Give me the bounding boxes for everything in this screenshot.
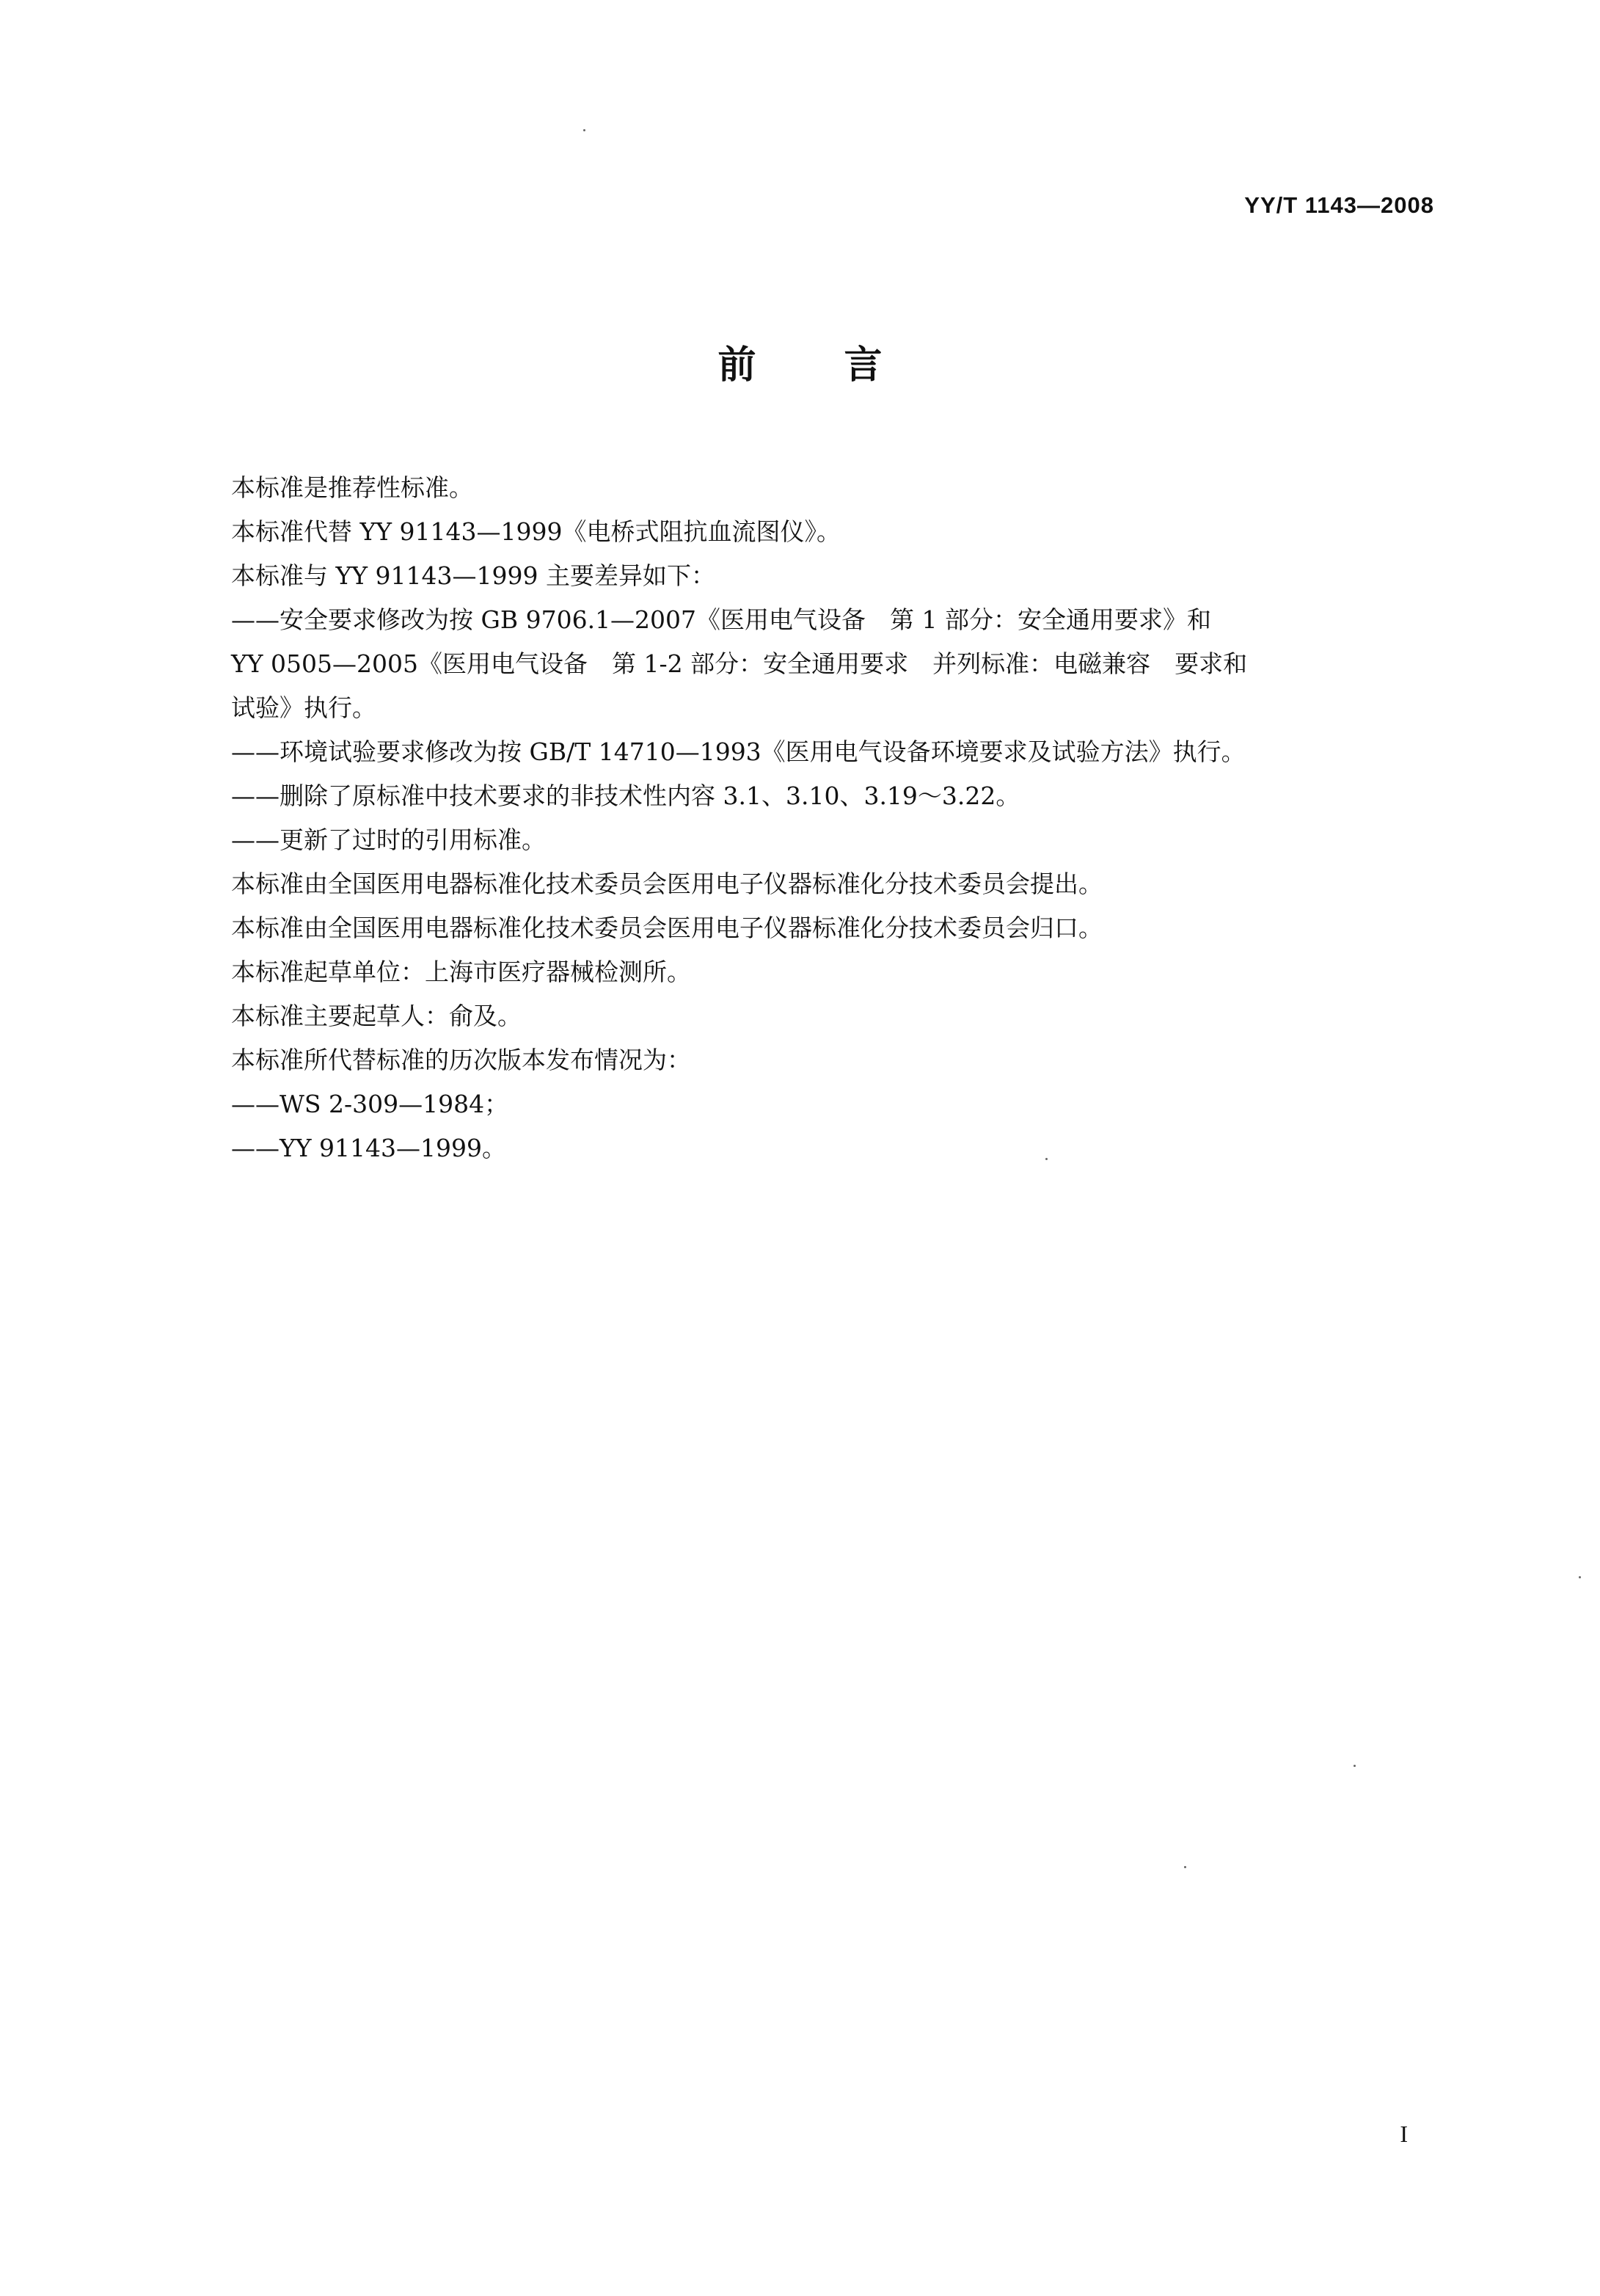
- difference-item: [231, 774, 1449, 818]
- history-item: ——YY 91143—1999。: [231, 1134, 507, 1162]
- paragraph: 本标准是推荐性标准。: [231, 473, 473, 502]
- paragraph: 本标准主要起草人：俞及。: [231, 1002, 522, 1030]
- page-number: I: [1400, 2121, 1408, 2147]
- paragraph: 本标准起草单位：上海市医疗器械检测所。: [231, 958, 691, 986]
- difference-line: YY 0505—2005《医用电气设备 第 1-2 部分：安全通用要求 并列标准：电磁兼容 要求和: [231, 649, 1248, 678]
- standard-code: YY/T 1143—2008: [1244, 192, 1434, 218]
- paragraph: 本标准代替 YY 91143—1999《电桥式阻抗血流图仪》。: [231, 517, 841, 546]
- scan-speck: [583, 129, 585, 131]
- difference-line: ——安全要求修改为按 GB 9706.1—2007《医用电气设备 第 1 部分：安全通用要求》和: [231, 605, 1212, 634]
- difference-line: ——环境试验要求修改为按 GB/T 14710—1993《医用电气设备环境要求及试验方法》执行。: [231, 737, 1246, 766]
- difference-item: [231, 730, 1449, 774]
- scan-speck: [1045, 1158, 1048, 1160]
- difference-item: [231, 818, 1449, 862]
- scan-speck: [1579, 1576, 1581, 1578]
- difference-item: [231, 598, 1449, 730]
- paragraph: 本标准所代替标准的历次版本发布情况为：: [231, 1046, 691, 1074]
- difference-line: ——删除了原标准中技术要求的非技术性内容 3.1、3.10、3.19～3.22。: [231, 781, 1020, 810]
- difference-line: ——更新了过时的引用标准。: [231, 826, 546, 854]
- page-title: 前言: [717, 343, 971, 387]
- scan-speck: [1354, 1765, 1356, 1767]
- paragraph: 本标准由全国医用电器标准化技术委员会医用电子仪器标准化分技术委员会提出。: [231, 870, 1103, 898]
- paragraph: 本标准与 YY 91143—1999 主要差异如下：: [231, 561, 715, 590]
- scan-speck: [1184, 1866, 1186, 1868]
- paragraph: 本标准由全国医用电器标准化技术委员会医用电子仪器标准化分技术委员会归口。: [231, 914, 1103, 942]
- history-item: ——WS 2-309—1984；: [231, 1090, 509, 1118]
- difference-line: 试验》执行。: [231, 693, 376, 722]
- foreword-body: [231, 466, 1449, 1170]
